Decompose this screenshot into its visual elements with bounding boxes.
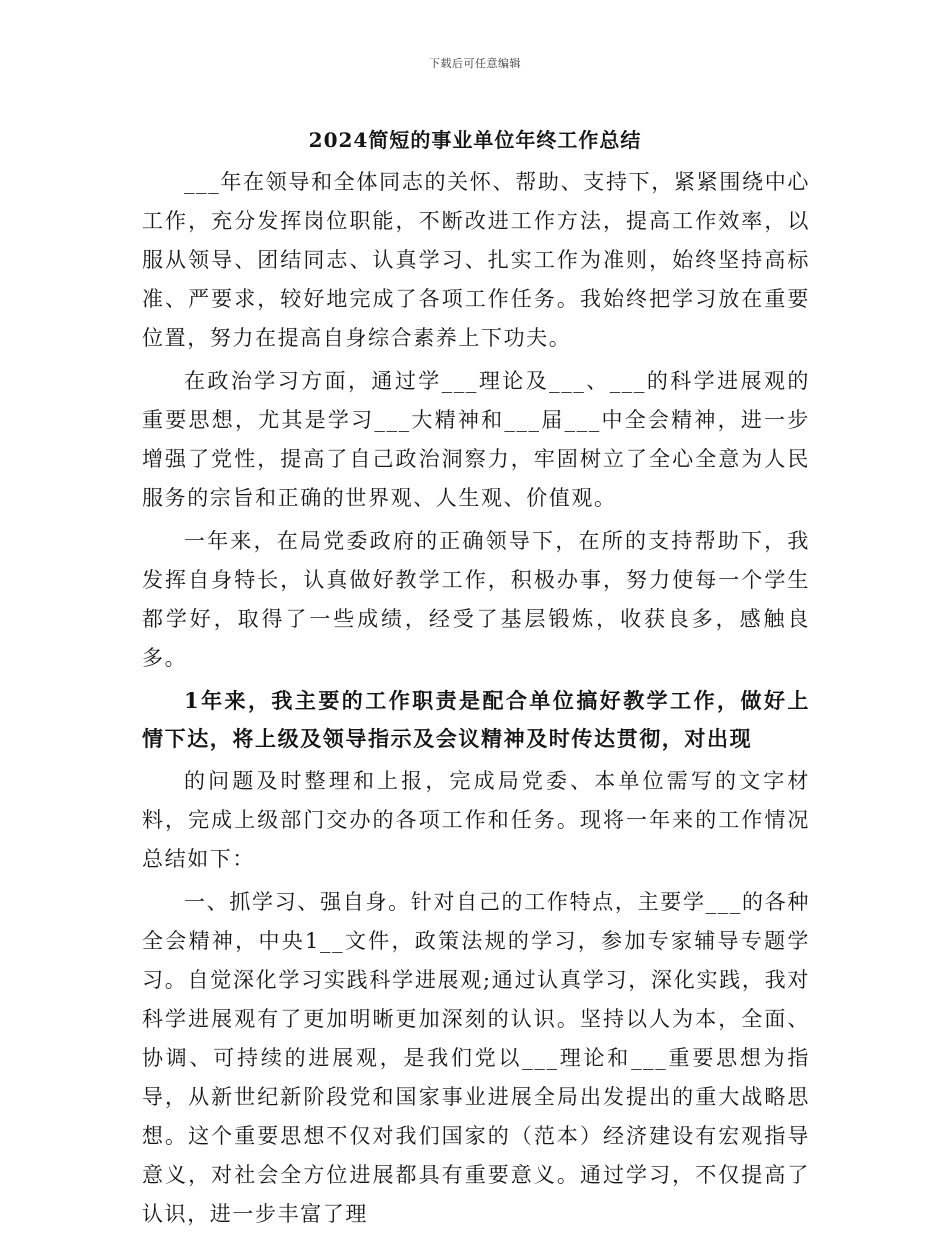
paragraph-political-study: 在政治学习方面，通过学___理论及___、___的科学进展观的重要思想，尤其是学习___大精神和___届___中全会精神，进一步增强了党性，提高了自己政治洞察力，牢固树立了全心全意为人民服务的宗旨和正确的世界观、人生观、价值观。 xyxy=(142,369,810,510)
paragraph-year-review: 一年来，在局党委政府的正确领导下，在所的支持帮助下，我发挥自身特长，认真做好教学工作，积极办事，努力使每一个学生都学好，取得了一些成绩，经受了基层锻炼，收获良多，感触良多。 xyxy=(142,529,810,670)
header-note: 下载后可任意编辑 xyxy=(429,57,521,70)
document-body xyxy=(142,163,810,1234)
paragraph-duties-continued: 的问题及时整理和上报，完成局党委、本单位需写的文字材料，完成上级部门交办的各项工作和任务。现将一年来的工作情况总结如下： xyxy=(142,769,810,871)
document-title: 2024简短的事业单位年终工作总结 xyxy=(308,128,642,152)
paragraph-section-one: 一、抓学习、强自身。针对自己的工作特点，主要学___的各种全会精神，中央1__文件，政策法规的学习，参加专家辅导专题学习。自觉深化学习实践科学进展观;通过认真学习，深化实践，我对科学进展观有了更加明晰更加深刻的认识。坚持以人为本，全面、协调、可持续的进展观，是我们党以___理论和___重要思想为指导，从新世纪新阶段党和国家事业进展全局出发提出的重大战略思想。这个重要思想不仅对我们国家的（范本）经济建设有宏观指导意义，对社会全方位进展都具有重要意义。通过学习，不仅提高了认识，进一步丰富了理 xyxy=(142,890,810,1226)
paragraph-intro: ___年在领导和全体同志的关怀、帮助、支持下，紧紧围绕中心工作，充分发挥岗位职能，不断改进工作方法，提高工作效率，以服从领导、团结同志、认真学习、扎实工作为准则，始终坚持高标准、严要求，较好地完成了各项工作任务。我始终把学习放在重要位置，努力在提高自身综合素养上下功夫。 xyxy=(142,170,810,350)
paragraph-duties-bold: 1年来，我主要的工作职责是配合单位搞好教学工作，做好上情下达，将上级及领导指示及会议精神及时传达贯彻，对出现 xyxy=(142,688,810,751)
